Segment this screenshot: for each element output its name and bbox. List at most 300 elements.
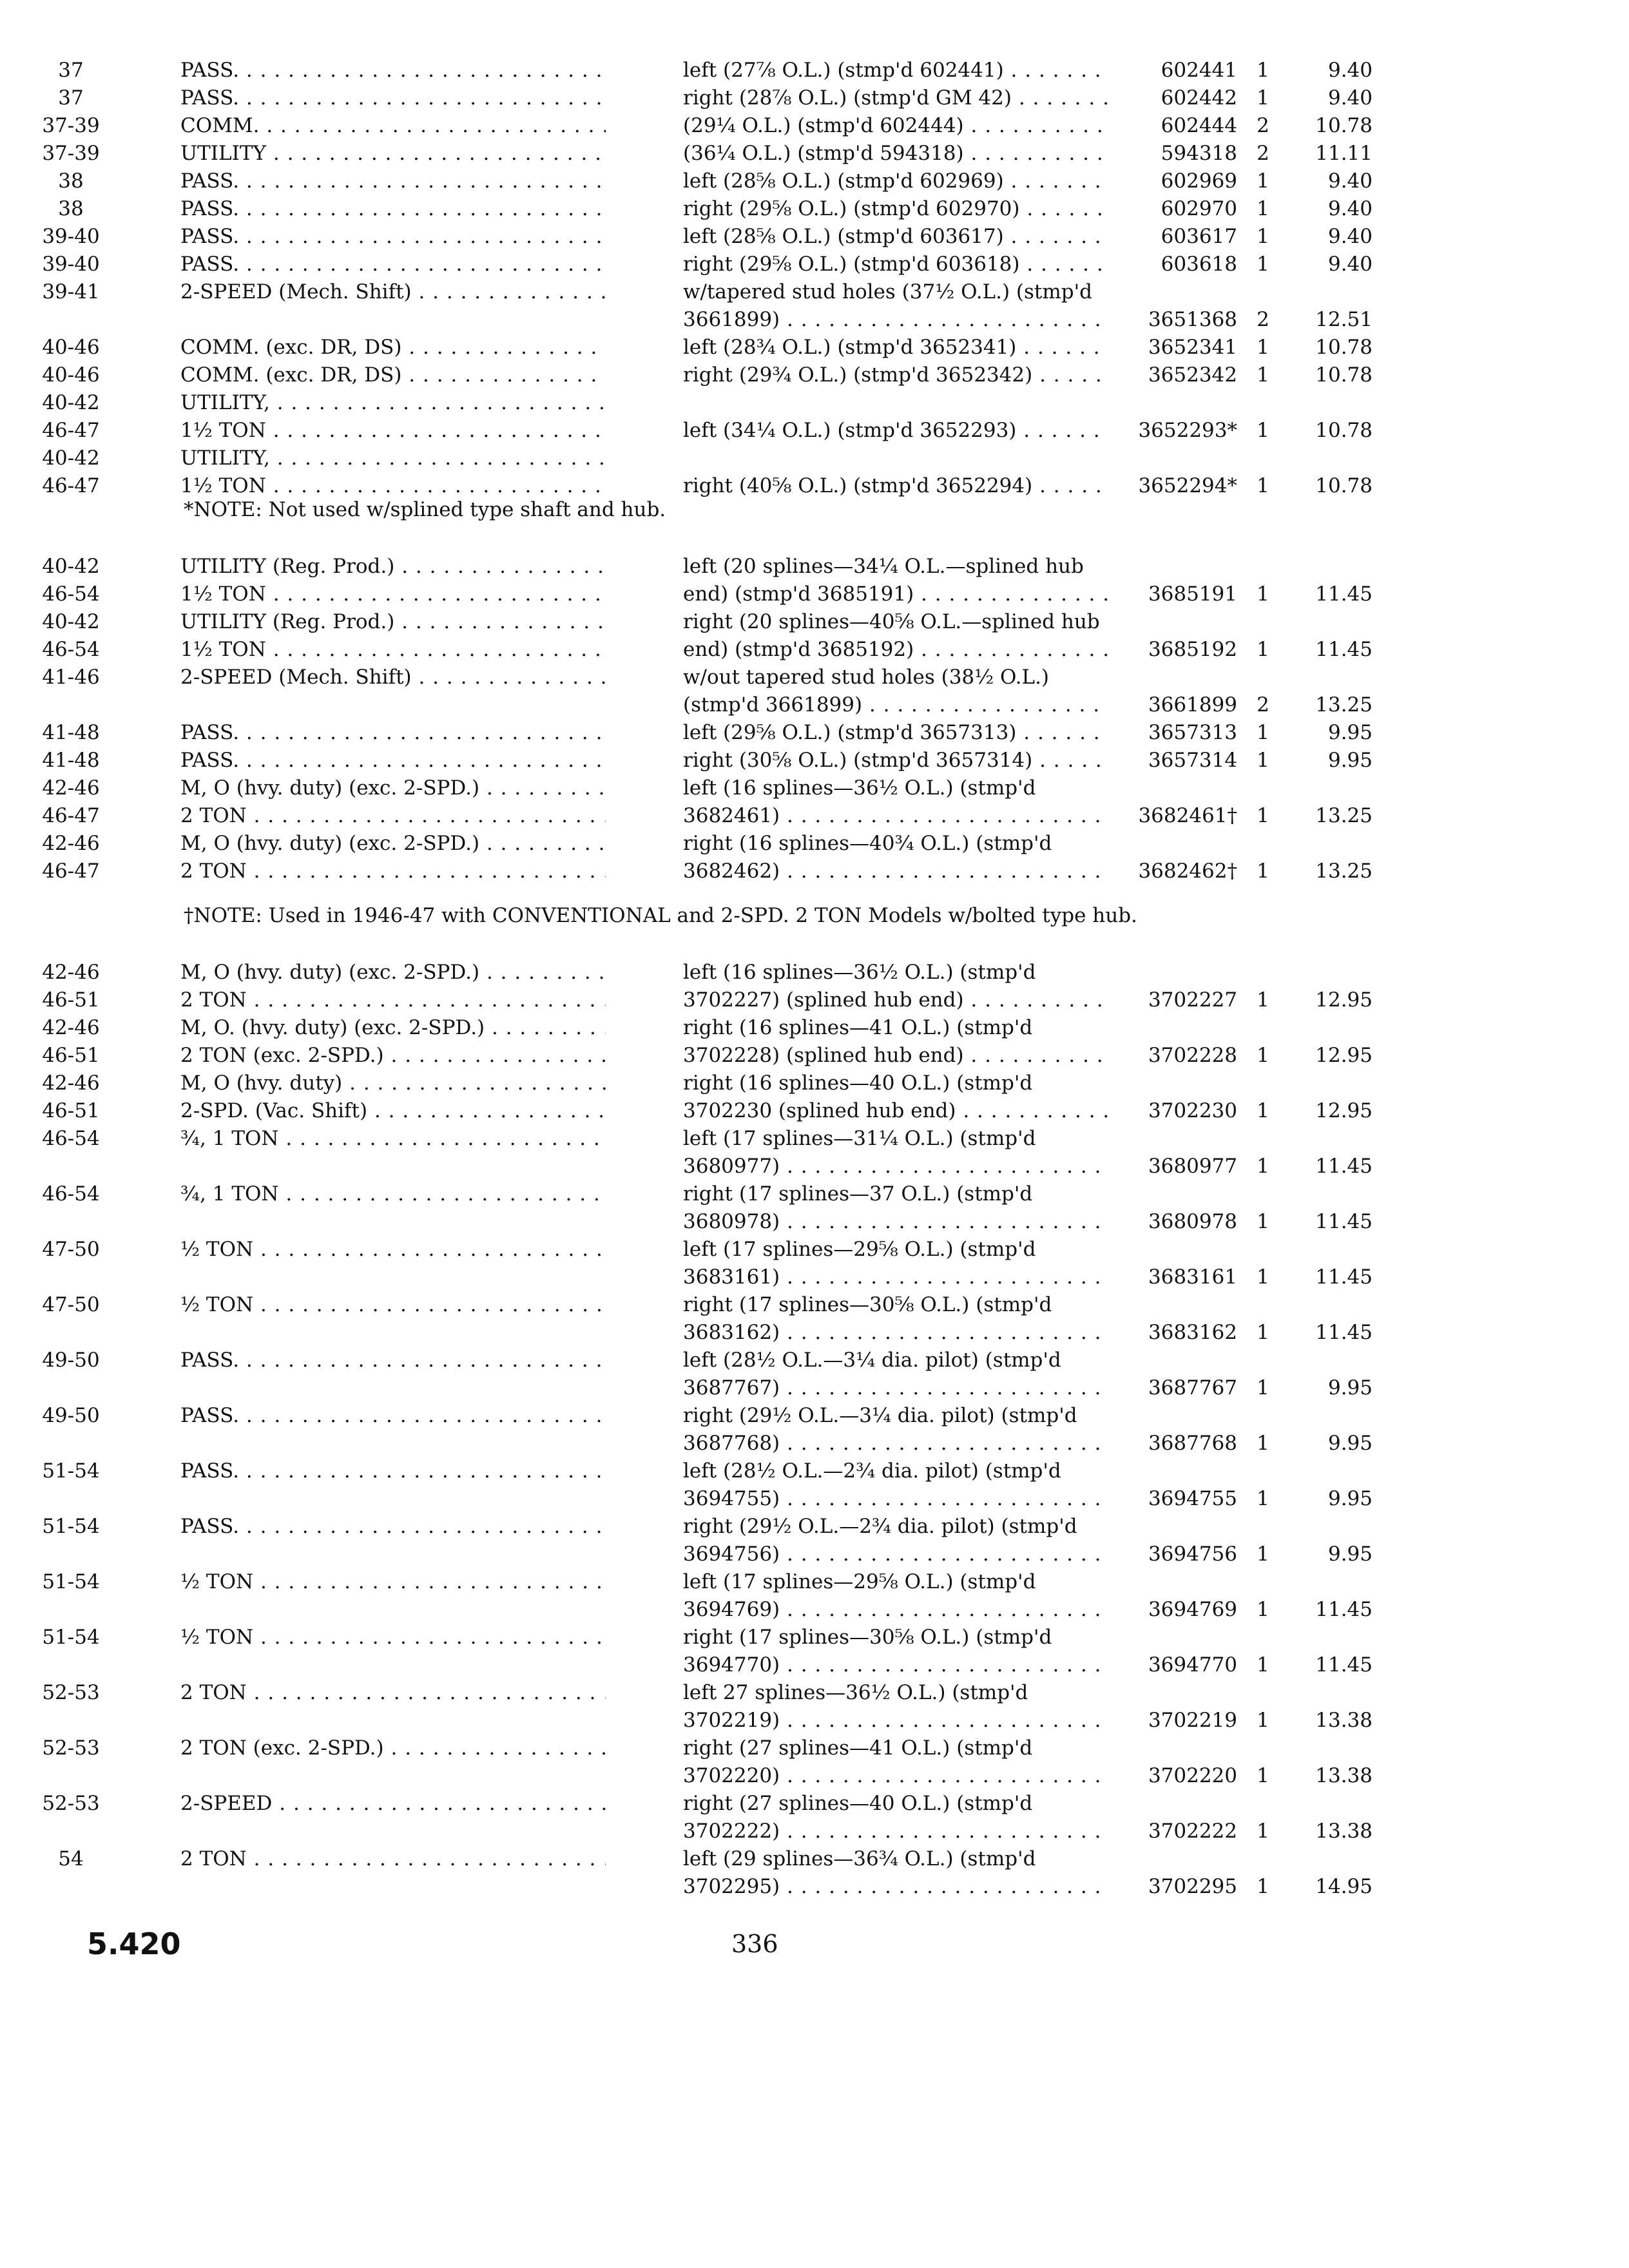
part-description: left (28⅝ O.L.) (stmp'd 603617) . . . [683, 223, 1108, 251]
part-row-line [0, 636, 1629, 664]
part-number: 3702228 [1148, 1044, 1237, 1067]
price: 9.40 [1327, 253, 1373, 276]
model-years: 47-50 [42, 1293, 100, 1316]
model-name: PASS. . . . [180, 195, 606, 223]
part-description: right (16 splines—41 O.L.) (stmp'd [683, 1016, 1033, 1039]
model-name: ½ TON . . . [180, 1236, 606, 1264]
model-years: 46-47 [42, 860, 100, 883]
part-description: 3687768) . . . [683, 1430, 1108, 1457]
part-description: 3682461) . . . [683, 802, 1108, 830]
part-description: left (17 splines—29⅝ O.L.) (stmp'd [683, 1570, 1036, 1593]
part-row-line [0, 1457, 1629, 1485]
part-number: 3657313 [1148, 721, 1237, 744]
part-description: right (29½ O.L.—3¼ dia. pilot) (stmp'd [683, 1404, 1077, 1427]
part-row [0, 1513, 1629, 1568]
part-row-line [0, 334, 1629, 361]
part-description: 3687767) . . . [683, 1374, 1108, 1402]
model-name: PASS. . . . [180, 223, 606, 251]
part-row [0, 334, 1629, 361]
part-description: left (28¾ O.L.) (stmp'd 3652341) . . . [683, 334, 1108, 361]
price: 11.45 [1315, 1653, 1373, 1677]
part-row-line [0, 1845, 1629, 1873]
price: 9.95 [1327, 1376, 1373, 1399]
price: 11.11 [1315, 142, 1373, 165]
part-description: end) (stmp'd 3685191) . . . [683, 581, 1108, 608]
quantity: 1 [1257, 1376, 1269, 1399]
part-description: left (28½ O.L.—3¼ dia. pilot) (stmp'd [683, 1349, 1061, 1372]
model-years: 46-54 [42, 1127, 100, 1150]
model-years: 41-46 [42, 666, 100, 689]
model-name: PASS. . . . [180, 1457, 606, 1485]
part-description: left (16 splines—36½ O.L.) (stmp'd [683, 776, 1036, 800]
model-years: 42-46 [42, 1016, 100, 1039]
part-row-line [0, 959, 1629, 986]
price: 9.95 [1327, 1432, 1373, 1455]
model-years: 52-53 [42, 1792, 100, 1815]
part-number: 602444 [1161, 114, 1237, 137]
part-description: (29¼ O.L.) (stmp'd 602444) . . . [683, 112, 1108, 140]
price: 13.25 [1315, 860, 1373, 883]
quantity: 2 [1257, 114, 1269, 137]
part-number: 3652341 [1148, 336, 1237, 359]
model-years: 38 [58, 169, 84, 193]
quantity: 1 [1257, 336, 1269, 359]
part-description: right (29⅝ O.L.) (stmp'd 602970) . . . [683, 195, 1108, 223]
part-description: right (16 splines—40¾ O.L.) (stmp'd [683, 832, 1052, 855]
part-row-line [0, 1097, 1629, 1125]
part-row-line [0, 57, 1629, 84]
model-years: 40-42 [42, 610, 100, 633]
quantity: 1 [1257, 474, 1269, 497]
part-description: 3702222) . . . [683, 1818, 1108, 1845]
model-years: 41-48 [42, 749, 100, 772]
quantity: 1 [1257, 1487, 1269, 1510]
quantity: 1 [1257, 1432, 1269, 1455]
quantity: 1 [1257, 1542, 1269, 1566]
part-row [0, 830, 1629, 885]
part-row [0, 361, 1629, 389]
part-description: 3661899) . . . [683, 306, 1108, 334]
part-row [0, 389, 1629, 445]
model-name: PASS. . . . [180, 1347, 606, 1374]
price: 11.45 [1315, 1598, 1373, 1621]
part-description: 3702230 (splined hub end) . . . [683, 1097, 1108, 1125]
part-row-line [0, 802, 1629, 830]
model-years: 51-54 [42, 1515, 100, 1538]
model-name: PASS. . . . [180, 251, 606, 278]
model-years: 37-39 [42, 142, 100, 165]
part-number: 3702227 [1148, 988, 1237, 1012]
part-description: 3702219) . . . [683, 1707, 1108, 1735]
part-row [0, 278, 1629, 334]
part-description: left (28⅝ O.L.) (stmp'd 602969) . . . [683, 168, 1108, 195]
part-description: right (20 splines—40⅝ O.L.—splined hub [683, 610, 1100, 633]
part-description: 3683162) . . . [683, 1319, 1108, 1347]
part-row [0, 195, 1629, 223]
part-row [0, 553, 1629, 608]
part-number: 3694770 [1148, 1653, 1237, 1677]
model-name: UTILITY, . . . [180, 389, 606, 417]
part-number: 3694769 [1148, 1598, 1237, 1621]
part-description: 3694756) . . . [683, 1541, 1108, 1568]
model-name: PASS. . . . [180, 57, 606, 84]
part-description: end) (stmp'd 3685192) . . . [683, 636, 1108, 664]
part-row-line [0, 251, 1629, 278]
part-number: 3680977 [1148, 1155, 1237, 1178]
part-row-line [0, 608, 1629, 636]
model-years: 37 [58, 59, 84, 82]
part-description: 3694769) . . . [683, 1596, 1108, 1624]
quantity: 1 [1257, 582, 1269, 606]
part-description: w/tapered stud holes (37½ O.L.) (stmp'd [683, 280, 1093, 303]
model-years: 42-46 [42, 1072, 100, 1095]
part-row-line [0, 830, 1629, 858]
part-row-line [0, 719, 1629, 747]
model-years: 51-54 [42, 1459, 100, 1483]
price: 12.95 [1315, 1044, 1373, 1067]
part-number: 3657314 [1148, 749, 1237, 772]
part-row-line [0, 581, 1629, 608]
price: 11.45 [1315, 582, 1373, 606]
model-years: 46-54 [42, 1182, 100, 1206]
model-years: 52-53 [42, 1736, 100, 1760]
part-description: right (29¾ O.L.) (stmp'd 3652342) . . . [683, 361, 1108, 389]
model-years: 46-51 [42, 988, 100, 1012]
price: 10.78 [1315, 114, 1373, 137]
part-number: 602970 [1161, 197, 1237, 220]
model-name: 1½ TON . . . [180, 581, 606, 608]
quantity: 2 [1257, 693, 1269, 716]
part-row-line [0, 445, 1629, 472]
part-description: 3702220) . . . [683, 1762, 1108, 1790]
quantity: 1 [1257, 253, 1269, 276]
part-row-line [0, 664, 1629, 691]
price: 11.45 [1315, 1210, 1373, 1233]
part-row [0, 57, 1629, 84]
model-years: 47-50 [42, 1238, 100, 1261]
part-number: 602969 [1161, 169, 1237, 193]
model-years: 41-48 [42, 721, 100, 744]
quantity: 2 [1257, 142, 1269, 165]
quantity: 1 [1257, 419, 1269, 442]
model-name: PASS. . . . [180, 84, 606, 112]
model-years: 46-51 [42, 1044, 100, 1067]
part-row [0, 1291, 1629, 1347]
part-row [0, 1790, 1629, 1845]
part-description: right (28⅞ O.L.) (stmp'd GM 42) . . . [683, 84, 1108, 112]
part-row [0, 1014, 1629, 1070]
part-description: right (27 splines—41 O.L.) (stmp'd [683, 1736, 1033, 1760]
part-description: 3702228) (splined hub end) . . . [683, 1042, 1108, 1070]
part-description: 3680978) . . . [683, 1208, 1108, 1236]
price: 10.78 [1315, 336, 1373, 359]
part-row [0, 223, 1629, 251]
quantity: 1 [1257, 860, 1269, 883]
part-description: 3694770) . . . [683, 1651, 1108, 1679]
part-row-line [0, 1707, 1629, 1735]
footnote-asterisk: *NOTE: Not used w/splined type shaft and hub. [184, 498, 666, 521]
part-row-line [0, 1762, 1629, 1790]
price: 13.25 [1315, 804, 1373, 827]
part-row-line [0, 278, 1629, 306]
price: 11.45 [1315, 1155, 1373, 1178]
model-name: PASS. . . . [180, 747, 606, 774]
part-row-line [0, 1485, 1629, 1513]
price: 9.95 [1327, 1542, 1373, 1566]
part-row [0, 1679, 1629, 1735]
part-description: left (29⅝ O.L.) (stmp'd 3657313) . . . [683, 719, 1108, 747]
price: 13.38 [1315, 1820, 1373, 1843]
price: 9.95 [1327, 749, 1373, 772]
model-name: M, O (hvy. duty) (exc. 2-SPD.) . . . [180, 774, 606, 802]
part-number: 3682461† [1138, 804, 1237, 827]
price: 11.45 [1315, 1321, 1373, 1344]
part-row [0, 664, 1629, 719]
part-number: 3685191 [1148, 582, 1237, 606]
page-number: 336 [731, 1930, 778, 1958]
model-name: M, O (hvy. duty) (exc. 2-SPD.) . . . [180, 959, 606, 986]
model-name: M, O. (hvy. duty) (exc. 2-SPD.) . . . [180, 1014, 606, 1042]
quantity: 1 [1257, 1044, 1269, 1067]
quantity: 1 [1257, 59, 1269, 82]
model-name: COMM. (exc. DR, DS) . . . [180, 361, 606, 389]
model-name: PASS. . . . [180, 1513, 606, 1541]
model-years: 46-51 [42, 1099, 100, 1122]
model-years: 40-42 [42, 447, 100, 470]
part-row-line [0, 195, 1629, 223]
part-row-line [0, 774, 1629, 802]
part-number: 3694755 [1148, 1487, 1237, 1510]
part-description: left (16 splines—36½ O.L.) (stmp'd [683, 961, 1036, 984]
part-row-line [0, 1070, 1629, 1097]
model-years: 46-47 [42, 419, 100, 442]
part-description: right (16 splines—40 O.L.) (stmp'd [683, 1072, 1033, 1095]
part-row [0, 251, 1629, 278]
part-row [0, 140, 1629, 168]
quantity: 1 [1257, 1764, 1269, 1787]
model-name: 2-SPEED . . . [180, 1790, 606, 1818]
model-name: COMM. (exc. DR, DS) . . . [180, 334, 606, 361]
part-row-line [0, 1790, 1629, 1818]
part-row-line [0, 1402, 1629, 1430]
part-number: 3702222 [1148, 1820, 1237, 1843]
part-row [0, 84, 1629, 112]
part-description: left (28½ O.L.—2¾ dia. pilot) (stmp'd [683, 1459, 1061, 1483]
part-row [0, 959, 1629, 1014]
price: 12.95 [1315, 988, 1373, 1012]
part-number: 3702295 [1148, 1875, 1237, 1898]
part-description: (36¼ O.L.) (stmp'd 594318) . . . [683, 140, 1108, 168]
part-row-line [0, 140, 1629, 168]
model-name: 1½ TON . . . [180, 472, 606, 500]
quantity: 1 [1257, 197, 1269, 220]
quantity: 1 [1257, 1653, 1269, 1677]
part-row-line [0, 1596, 1629, 1624]
part-row [0, 608, 1629, 664]
price: 9.40 [1327, 197, 1373, 220]
model-name: 2-SPEED (Mech. Shift) . . . [180, 278, 606, 306]
price: 10.78 [1315, 474, 1373, 497]
model-name: ¾, 1 TON . . . [180, 1180, 606, 1208]
model-name: 2 TON . . . [180, 986, 606, 1014]
price: 11.45 [1315, 638, 1373, 661]
part-number: 3682462† [1138, 860, 1237, 883]
price: 13.38 [1315, 1764, 1373, 1787]
part-row [0, 1402, 1629, 1457]
quantity: 1 [1257, 721, 1269, 744]
part-row-line [0, 1651, 1629, 1679]
part-row [0, 168, 1629, 195]
part-row-line [0, 1125, 1629, 1153]
quantity: 1 [1257, 988, 1269, 1012]
model-name: 2 TON (exc. 2-SPD.) . . . [180, 1042, 606, 1070]
model-name: ½ TON . . . [180, 1568, 606, 1596]
part-row-line [0, 1541, 1629, 1568]
model-name: UTILITY (Reg. Prod.) . . . [180, 553, 606, 581]
model-name: UTILITY . . . [180, 140, 606, 168]
quantity: 2 [1257, 308, 1269, 331]
price: 9.40 [1327, 225, 1373, 248]
parts-block-3 [0, 959, 1629, 1901]
part-row-line [0, 1264, 1629, 1291]
quantity: 1 [1257, 1820, 1269, 1843]
part-description: 3694755) . . . [683, 1485, 1108, 1513]
part-number: 603618 [1161, 253, 1237, 276]
part-number: 3652342 [1148, 363, 1237, 387]
model-name: M, O (hvy. duty) (exc. 2-SPD.) . . . [180, 830, 606, 858]
part-row-line [0, 1153, 1629, 1180]
part-description: right (27 splines—40 O.L.) (stmp'd [683, 1792, 1033, 1815]
model-years: 39-41 [42, 280, 100, 303]
quantity: 1 [1257, 225, 1269, 248]
part-number: 602441 [1161, 59, 1237, 82]
model-years: 49-50 [42, 1349, 100, 1372]
quantity: 1 [1257, 1265, 1269, 1289]
part-row-line [0, 1236, 1629, 1264]
part-row-line [0, 1513, 1629, 1541]
model-years: 40-42 [42, 391, 100, 414]
part-row [0, 1070, 1629, 1125]
part-row-line [0, 389, 1629, 417]
part-description: 3682462) . . . [683, 858, 1108, 885]
price: 12.51 [1315, 308, 1373, 331]
model-years: 46-54 [42, 582, 100, 606]
model-name: PASS. . . . [180, 168, 606, 195]
part-description: right (40⅝ O.L.) (stmp'd 3652294) . . . [683, 472, 1108, 500]
part-number: 594318 [1161, 142, 1237, 165]
part-row-line [0, 691, 1629, 719]
model-years: 46-47 [42, 804, 100, 827]
quantity: 1 [1257, 804, 1269, 827]
part-description: left (20 splines—34¼ O.L.—splined hub [683, 555, 1084, 578]
part-number: 3651368 [1148, 308, 1237, 331]
part-row-line [0, 112, 1629, 140]
model-name: 1½ TON . . . [180, 417, 606, 445]
part-row [0, 747, 1629, 774]
part-row [0, 719, 1629, 747]
price: 9.40 [1327, 59, 1373, 82]
part-number: 3652294* [1138, 474, 1237, 497]
part-row-line [0, 1014, 1629, 1042]
part-row [0, 445, 1629, 500]
model-years: 37 [58, 86, 84, 110]
part-description: right (17 splines—37 O.L.) (stmp'd [683, 1182, 1033, 1206]
price: 10.78 [1315, 363, 1373, 387]
model-name: ¾, 1 TON . . . [180, 1125, 606, 1153]
part-row-line [0, 1208, 1629, 1236]
part-row-line [0, 84, 1629, 112]
model-years: 38 [58, 197, 84, 220]
part-row [0, 1735, 1629, 1790]
parts-block-2 [0, 553, 1629, 885]
part-row-line [0, 306, 1629, 334]
model-name: UTILITY (Reg. Prod.) . . . [180, 608, 606, 636]
part-description: left 27 splines—36½ O.L.) (stmp'd [683, 1681, 1028, 1704]
price: 9.95 [1327, 1487, 1373, 1510]
part-row-line [0, 1873, 1629, 1901]
section-number: 5.420 [87, 1927, 181, 1961]
price: 9.40 [1327, 86, 1373, 110]
part-row [0, 1347, 1629, 1402]
part-row [0, 1180, 1629, 1236]
model-name: 2 TON . . . [180, 802, 606, 830]
part-row-line [0, 1679, 1629, 1707]
part-description: 3680977) . . . [683, 1153, 1108, 1180]
part-description: 3702295) . . . [683, 1873, 1108, 1901]
model-years: 39-40 [42, 225, 100, 248]
part-description: right (30⅝ O.L.) (stmp'd 3657314) . . . [683, 747, 1108, 774]
quantity: 1 [1257, 86, 1269, 110]
part-row-line [0, 1291, 1629, 1319]
part-description: right (29⅝ O.L.) (stmp'd 603618) . . . [683, 251, 1108, 278]
model-years: 40-46 [42, 336, 100, 359]
quantity: 1 [1257, 749, 1269, 772]
quantity: 1 [1257, 1598, 1269, 1621]
price: 9.95 [1327, 721, 1373, 744]
part-row-line [0, 417, 1629, 445]
part-number: 3685192 [1148, 638, 1237, 661]
part-number: 3687767 [1148, 1376, 1237, 1399]
part-row-line [0, 553, 1629, 581]
model-name: 2 TON (exc. 2-SPD.) . . . [180, 1735, 606, 1762]
model-years: 42-46 [42, 832, 100, 855]
part-row-line [0, 1319, 1629, 1347]
quantity: 1 [1257, 638, 1269, 661]
part-row [0, 774, 1629, 830]
part-number: 603617 [1161, 225, 1237, 248]
part-description: left (27⅞ O.L.) (stmp'd 602441) . . . [683, 57, 1108, 84]
part-row-line [0, 1568, 1629, 1596]
model-years: 49-50 [42, 1404, 100, 1427]
model-years: 51-54 [42, 1570, 100, 1593]
part-number: 3661899 [1148, 693, 1237, 716]
part-description: w/out tapered stud holes (38½ O.L.) [683, 666, 1050, 689]
part-description: left (17 splines—31¼ O.L.) (stmp'd [683, 1127, 1036, 1150]
part-row-line [0, 1735, 1629, 1762]
part-number: 3680978 [1148, 1210, 1237, 1233]
quantity: 1 [1257, 1099, 1269, 1122]
part-row-line [0, 1624, 1629, 1651]
part-row-line [0, 858, 1629, 885]
part-description: left (29 splines—36¾ O.L.) (stmp'd [683, 1847, 1036, 1870]
part-description: right (29½ O.L.—2¾ dia. pilot) (stmp'd [683, 1515, 1077, 1538]
model-years: 40-46 [42, 363, 100, 387]
part-number: 3694756 [1148, 1542, 1237, 1566]
quantity: 1 [1257, 169, 1269, 193]
part-number: 3702230 [1148, 1099, 1237, 1122]
part-row-line [0, 168, 1629, 195]
part-description: (stmp'd 3661899) . . . [683, 691, 1108, 719]
